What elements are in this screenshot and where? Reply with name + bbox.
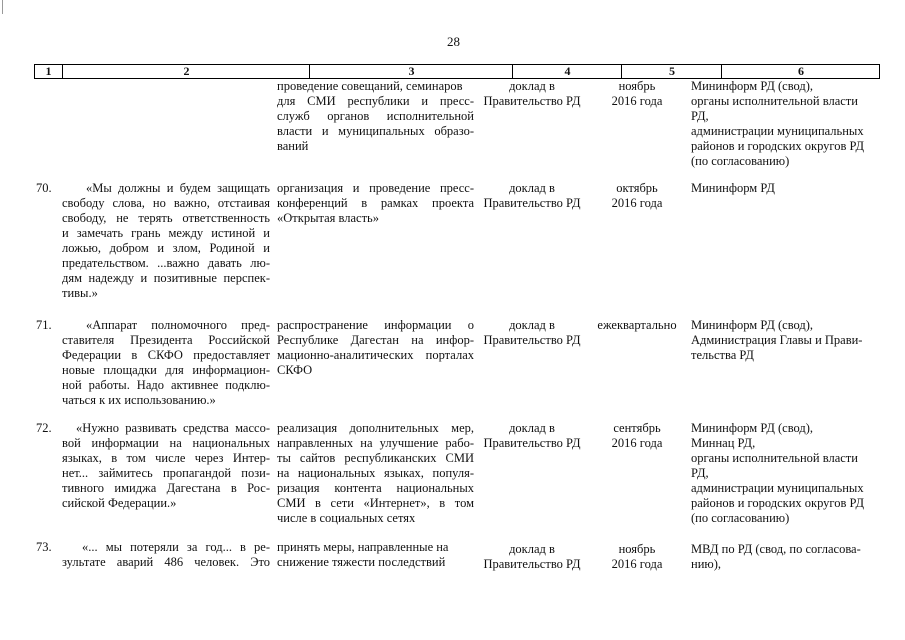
row-73-deadline: ноябрь 2016 года	[611, 542, 663, 571]
row-72-deadline: сентябрь 2016 года	[611, 421, 663, 450]
row-71-number: 71.	[36, 318, 52, 332]
row-71-form: доклад в Правительство РД	[483, 318, 581, 347]
header-col-1: 1	[45, 64, 52, 78]
continuation-form: доклад в Правительство РД	[483, 79, 581, 108]
row-72-quote: «Нужно развивать средства массо- вой информации на национальных языках, в том числе через Интер- нет... займитесь пропагандой пози- тивного имиджа Дагестана в Рос- сийской Федерации.»	[62, 421, 270, 510]
row-71-responsible: Мининформ РД (свод), Администрация Главы и Прави- тельства РД	[691, 318, 863, 362]
row-73-number: 73.	[36, 540, 52, 554]
row-71-deadline: ежеквартально	[597, 318, 677, 332]
header-col-2: 2	[62, 64, 310, 79]
row-73-form: доклад в Правительство РД	[483, 542, 581, 571]
row-73-quote: «... мы потеряли за год... в ре- зультате аварий 486 человек. Это	[62, 540, 270, 569]
scan-edge-mark	[2, 0, 3, 14]
header-col-3: 3	[309, 64, 513, 79]
continuation-responsible: Мининформ РД (свод), органы исполнительной власти РД, администрации муниципальных районов и городских округов РД (по согласованию)	[691, 79, 865, 168]
row-70-number: 70.	[36, 181, 52, 195]
row-71-quote: «Аппарат полномочного пред- ставителя Президента Российской Федерации в СКФО предоставляет новые площадки для информацион- ной работы. Надо активнее подклю- чаться к их использованию.»	[62, 318, 270, 407]
row-70-form: доклад в Правительство РД	[483, 181, 581, 210]
row-72-form: доклад в Правительство РД	[483, 421, 581, 450]
continuation-deadline: ноябрь 2016 года	[611, 79, 663, 108]
row-72-number: 72.	[36, 421, 52, 435]
row-73-responsible: МВД по РД (свод, по согласова- нию),	[691, 542, 861, 571]
row-70-action: организация и проведение пресс- конференций в рамках проекта «Открытая власть»	[277, 181, 474, 225]
row-73-action: принять меры, направленные на снижение тяжести последствий	[277, 540, 449, 569]
header-col-6: 6	[721, 64, 880, 79]
row-70-responsible: Мининформ РД	[691, 181, 775, 195]
row-72-action: реализация дополнительных мер, направленных на улучшение рабо- ты сайтов республиканских СМИ на национальных языках, популя- ризация контента национальных СМИ в сети «Интернет», в том числе в социальных сетях	[277, 421, 474, 525]
row-70-quote: «Мы должны и будем защищать свободу слова, но важно, отстаивая свободу, не терять ответственность и замечать грань между истиной и ложью, добром и злом, Родиной и предательством. ...важно давать лю- дям надежду и позитивные перспек- тивы.»	[62, 181, 270, 300]
header-col-4: 4	[512, 64, 622, 79]
row-72-responsible: Мининформ РД (свод), Миннац РД, органы исполнительной власти РД, администрации муниципальных районов и городских округов РД (по согласованию)	[691, 421, 865, 525]
table-header	[34, 64, 880, 79]
row-70-deadline: октябрь 2016 года	[611, 181, 663, 210]
page-number: 28	[447, 34, 460, 49]
continuation-action: проведение совещаний, семинаров для СМИ республики и пресс- служб органов исполнительной власти и муниципальных образо- ваний	[277, 79, 474, 153]
row-71-action: распространение информации о Республике Дагестан на инфор- мационно-аналитических порталах СКФО	[277, 318, 474, 377]
header-col-5: 5	[621, 64, 722, 79]
